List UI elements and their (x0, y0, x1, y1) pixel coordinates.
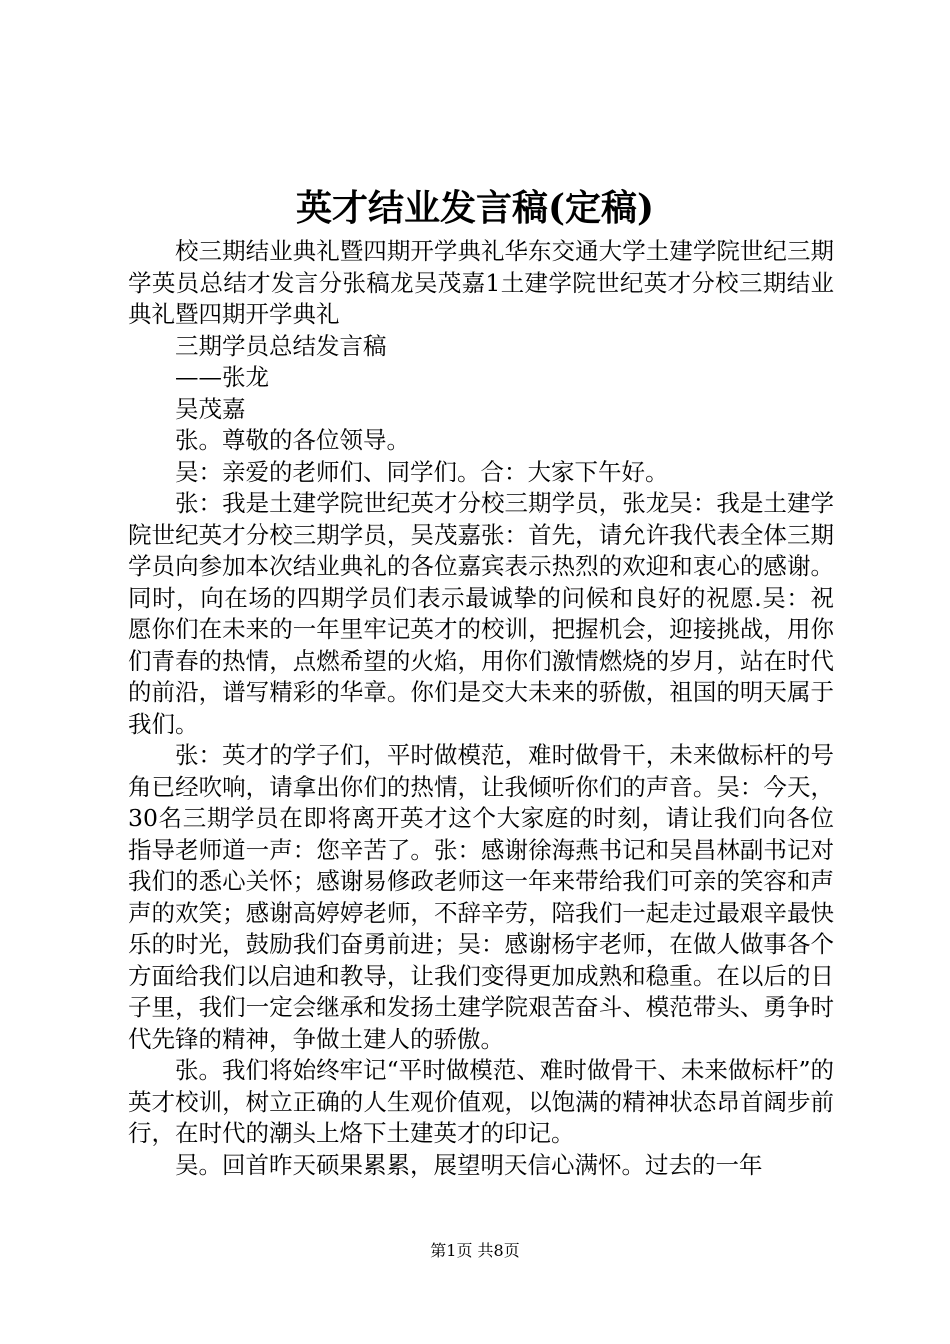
paragraph: 吴。回首昨天硕果累累，展望明天信心满怀。过去的一年 (175, 1150, 763, 1179)
page-footer: 第1页 共8页 (430, 1241, 520, 1260)
paragraph: ——张龙 (175, 363, 269, 391)
paragraph: 三期学员总结发言稿 (175, 331, 387, 360)
paragraph: 吴茂嘉 (175, 394, 246, 423)
document-title: 英才结业发言稿(定稿) (295, 187, 655, 229)
paragraph: 张。尊敬的各位领导。 (175, 426, 410, 454)
paragraph: 张。我们将始终牢记“平时做模范、难时做骨干、未来做标杆”的英才校训，树立正确的人生观价值观，以饱满的精神状态昂首阔步前行，在时代的潮头上烙下土建英才的印记。 (128, 1056, 834, 1147)
document-body (128, 236, 834, 1181)
paragraph: 校三期结业典礼暨四期开学典礼华东交通大学土建学院世纪三期学英员总结才发言分张稿龙吴茂嘉1土建学院世纪英才分校三期结业典礼暨四期开学典礼 (128, 237, 834, 328)
paragraph: 吴：亲爱的老师们、同学们。合：大家下午好。 (175, 457, 669, 486)
paragraph: 张：英才的学子们，平时做模范，难时做骨干，未来做标杆的号角已经吹响，请拿出你们的热情，让我倾听你们的声音。吴：今天，30名三期学员在即将离开英才这个大家庭的时刻，请让我们向各位指导老师道一声：您辛苦了。张：感谢徐海燕书记和吴昌林副书记对我们的悉心关怀；感谢易修政老师这一年来带给我们可亲的笑容和声声的欢笑；感谢高婷婷老师，不辞辛劳，陪我们一起走过最艰辛最快乐的时光，鼓励我们奋勇前进；吴：感谢杨宇老师，在做人做事各个方面给我们以启迪和教导，让我们变得更加成熟和稳重。在以后的日子里，我们一定会继承和发扬土建学院艰苦奋斗、模范带头、勇争时代先锋的精神，争做土建人的骄傲。 (128, 741, 834, 1053)
paragraph: 张：我是土建学院世纪英才分校三期学员，张龙吴：我是土建学院世纪英才分校三期学员，吴茂嘉张：首先，请允许我代表全体三期学员向参加本次结业典礼的各位嘉宾表示热烈的欢迎和衷心的感谢。同时，向在场的四期学员们表示最诚挚的问候和良好的祝愿.吴：祝愿你们在未来的一年里牢记英才的校训，把握机会，迎接挑战，用你们青春的热情，点燃希望的火焰，用你们激情燃烧的岁月，站在时代的前沿，谱写精彩的华章。你们是交大未来的骄傲，祖国的明天属于我们。 (128, 489, 834, 738)
